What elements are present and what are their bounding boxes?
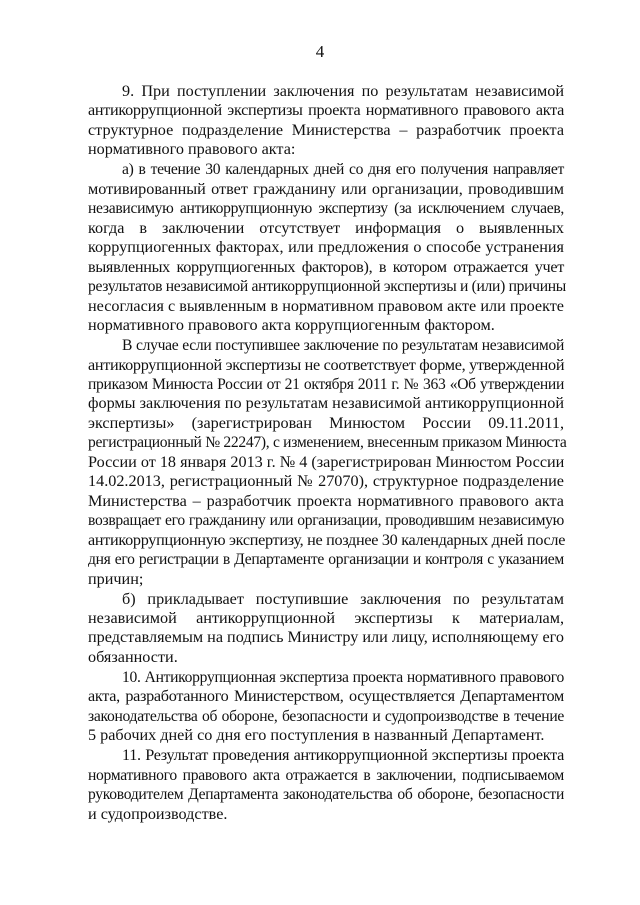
text-line: В случае если поступившее заключение по результатам независимой	[122, 337, 564, 355]
text-line: антикоррупционной экспертизы не соответствует форме, утвержденной	[88, 355, 565, 374]
text-line: 14.02.2013, регистрационный № 27070), структурное подразделение	[88, 472, 564, 491]
paragraph	[88, 336, 567, 589]
text-line: независимую антикоррупционную экспертизу (за исключением случаев,	[88, 200, 564, 218]
paragraph	[88, 82, 564, 160]
text-line: несогласия с выявленным в нормативном правовом акте или проекте	[88, 296, 564, 315]
page-number: 4	[315, 42, 325, 61]
text-line: нормативного правового акта отражается в заключении, подписываемом	[88, 766, 564, 784]
text-line: нормативного правового акта:	[88, 140, 296, 159]
text-line: результатов независимой антикоррупционной экспертизы и (или) причины	[88, 278, 566, 296]
text-line: акта, разработанного Министерством, осуществляется Департаментом	[88, 687, 564, 706]
paragraph	[88, 668, 564, 746]
text-line: коррупциогенных факторах, или предложения о способе устранения	[88, 238, 564, 257]
text-line: формы заключения по результатам независимой антикоррупционной	[88, 394, 564, 413]
text-line: законодательства об обороне, безопасности и судопроизводстве в течение	[88, 707, 564, 725]
text-line: 9. При поступлении заключения по результатам независимой	[122, 82, 564, 100]
text-line: когда в заключении отсутствует информация о выявленных	[88, 218, 564, 237]
paragraph	[88, 590, 564, 668]
document-body	[88, 82, 567, 825]
text-line: мотивированный ответ гражданину или организации, проводившим	[88, 179, 564, 198]
text-line: 11. Результат проведения антикоррупционной экспертизы проекта	[122, 746, 564, 765]
text-line: выявленных коррупциогенных факторов), в котором отражается учет	[88, 257, 564, 276]
paragraph	[88, 746, 564, 824]
text-line: 5 рабочих дней со дня его поступления в названный Департамент.	[88, 726, 545, 745]
text-line: представляемым на подпись Министру или лицу, исполняющему его	[88, 628, 565, 647]
text-line: антикоррупционную экспертизу, не позднее 30 календарных дней после	[88, 530, 566, 549]
text-line: обязанности.	[88, 647, 178, 666]
paragraph	[88, 160, 564, 335]
text-line: б) прикладывает поступившие заключения по результатам	[122, 589, 564, 608]
text-line: регистрационный № 22247), с изменением, внесенным приказом Минюста	[88, 434, 567, 452]
text-line: а) в течение 30 календарных дней со дня его получения направляет	[122, 161, 564, 179]
text-line: и судопроизводстве.	[88, 804, 228, 823]
text-line: 10. Антикоррупционная экспертиза проекта нормативного правового	[122, 668, 564, 686]
text-line: дня его регистрации в Департаменте организации и контроля с указанием	[88, 551, 564, 569]
text-line: структурное подразделение Министерства – разработчик проекта	[88, 120, 564, 139]
text-line: Министерства – разработчик проекта нормативного правового акта	[88, 491, 564, 510]
text-line: приказом Минюста России от 21 октября 2011 г. № 363 «Об утверждении	[88, 375, 564, 393]
text-line: России от 18 января 2013 г. № 4 (зарегистрирован Минюстом России	[88, 452, 565, 471]
text-line: антикоррупционной экспертизы проекта нормативного правового акта	[88, 101, 564, 120]
text-line: причин;	[88, 569, 144, 588]
text-line: руководителем Департамента законодательства об обороне, безопасности	[88, 786, 564, 804]
text-line: экспертизы» (зарегистрирован Минюстом России 09.11.2011,	[88, 413, 564, 432]
text-line: независимой антикоррупционной экспертизы к материалам,	[88, 609, 564, 628]
text-line: нормативного правового акта коррупциогенным фактором.	[88, 316, 495, 335]
text-line: возвращает его гражданину или организации, проводившим независимую	[88, 512, 564, 530]
